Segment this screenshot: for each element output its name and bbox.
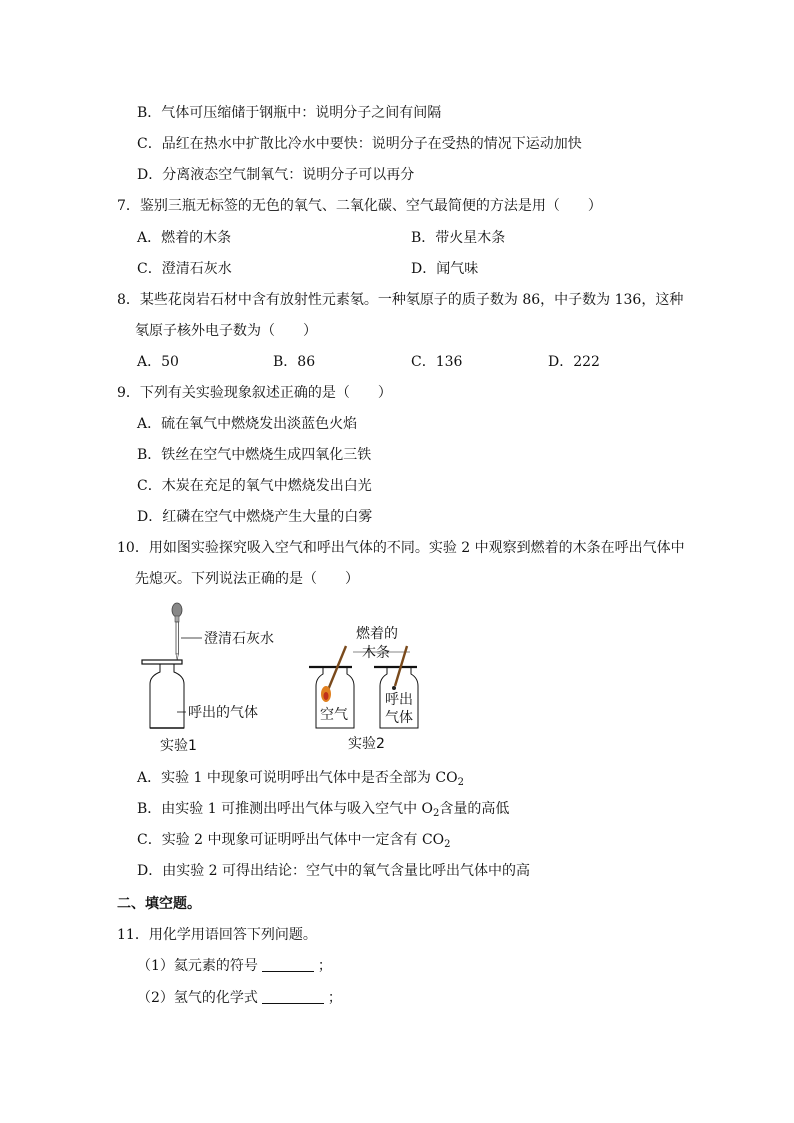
q7-option-d: D．闻气味 xyxy=(411,261,479,277)
q10-option-b: B．由实验 1 可推测出呼出气体与吸入空气中 $O_2$含量的高低 xyxy=(137,801,510,819)
dropper xyxy=(172,603,182,660)
question-8-line2: 氡原子核外电子数为（ ） xyxy=(135,323,317,339)
q9-option-c: C．木炭在充足的氧气中燃烧发出白光 xyxy=(137,478,372,494)
text-c-pinkred-diffusion: C．品红在热水中扩散比冷水中要快：说明分子在受热的情况下运动加快 xyxy=(137,136,582,152)
label-exp1: 实验1 xyxy=(160,738,197,754)
question-10-line2: 先熄灭。下列说法正确的是（ ） xyxy=(135,571,359,587)
q8-option-c: C．136 xyxy=(411,354,463,370)
q8-option-b: B．86 xyxy=(273,354,316,370)
q7-option-a: A．燃着的木条 xyxy=(137,230,232,246)
q10-option-a: A．实验 1 中现象可说明呼出气体中是否全部为 $CO_2$ xyxy=(137,770,464,788)
section-2-title: 二、填空题。 xyxy=(117,896,201,912)
question-7: 7．鉴别三瓶无标签的无色的氧气、二氧化碳、空气最简便的方法是用（ ） xyxy=(117,198,602,214)
label-burning-line1: 燃着的 xyxy=(356,626,398,642)
q11-part1: （1）氦元素的符号 ； xyxy=(137,958,332,974)
q7-option-c: C．澄清石灰水 xyxy=(137,261,232,277)
q10-option-d: D．由实验 2 可得出结论：空气中的氧气含量比呼出气体中的高 xyxy=(137,863,531,879)
label-exhaled-gas: 呼出的气体 xyxy=(188,705,258,721)
bottle-exp1 xyxy=(142,660,184,728)
label-exhaled-line2: 气体 xyxy=(385,710,413,726)
text-d-liquid-air: D．分离液态空气制氧气：说明分子可以再分 xyxy=(137,167,415,183)
label-burning-line2: 木条 xyxy=(362,645,390,661)
question-9: 9．下列有关实验现象叙述正确的是（ ） xyxy=(117,385,392,401)
answer-blank-2[interactable] xyxy=(262,989,324,1004)
q10-option-c: C．实验 2 中现象可证明呼出气体中一定含有 $CO_2$ xyxy=(137,832,451,850)
question-11: 11．用化学用语回答下列问题。 xyxy=(117,927,317,943)
question-10-line1: 10．用如图实验探究吸入空气和呼出气体的不同。实验 2 中观察到燃着的木条在呼出气体中 xyxy=(117,540,685,556)
question-8-line1: 8．某些花岗岩石材中含有放射性元素氡。一种氡原子的质子数为 86，中子数为 136，这种 xyxy=(117,292,684,308)
q8-option-d: D．222 xyxy=(548,354,600,370)
text-b-gas-compression: B．气体可压缩储于钢瓶中：说明分子之间有间隔 xyxy=(137,105,442,121)
label-air: 空气 xyxy=(320,707,348,723)
q8-option-a: A．50 xyxy=(137,354,179,370)
label-exp2: 实验2 xyxy=(348,736,385,752)
q9-option-b: B．铁丝在空气中燃烧生成四氧化三铁 xyxy=(137,447,372,463)
experiment-figure xyxy=(130,600,450,760)
q11-part2: （2）氢气的化学式 ； xyxy=(137,990,342,1006)
answer-blank-1[interactable] xyxy=(262,957,314,972)
label-limewater: 澄清石灰水 xyxy=(204,631,274,647)
q9-option-a: A．硫在氧气中燃烧发出淡蓝色火焰 xyxy=(137,416,358,432)
q9-option-d: D．红磷在空气中燃烧产生大量的白雾 xyxy=(137,509,373,525)
label-exhaled-line1: 呼出 xyxy=(385,692,413,708)
q7-option-b: B．带火星木条 xyxy=(411,230,506,246)
